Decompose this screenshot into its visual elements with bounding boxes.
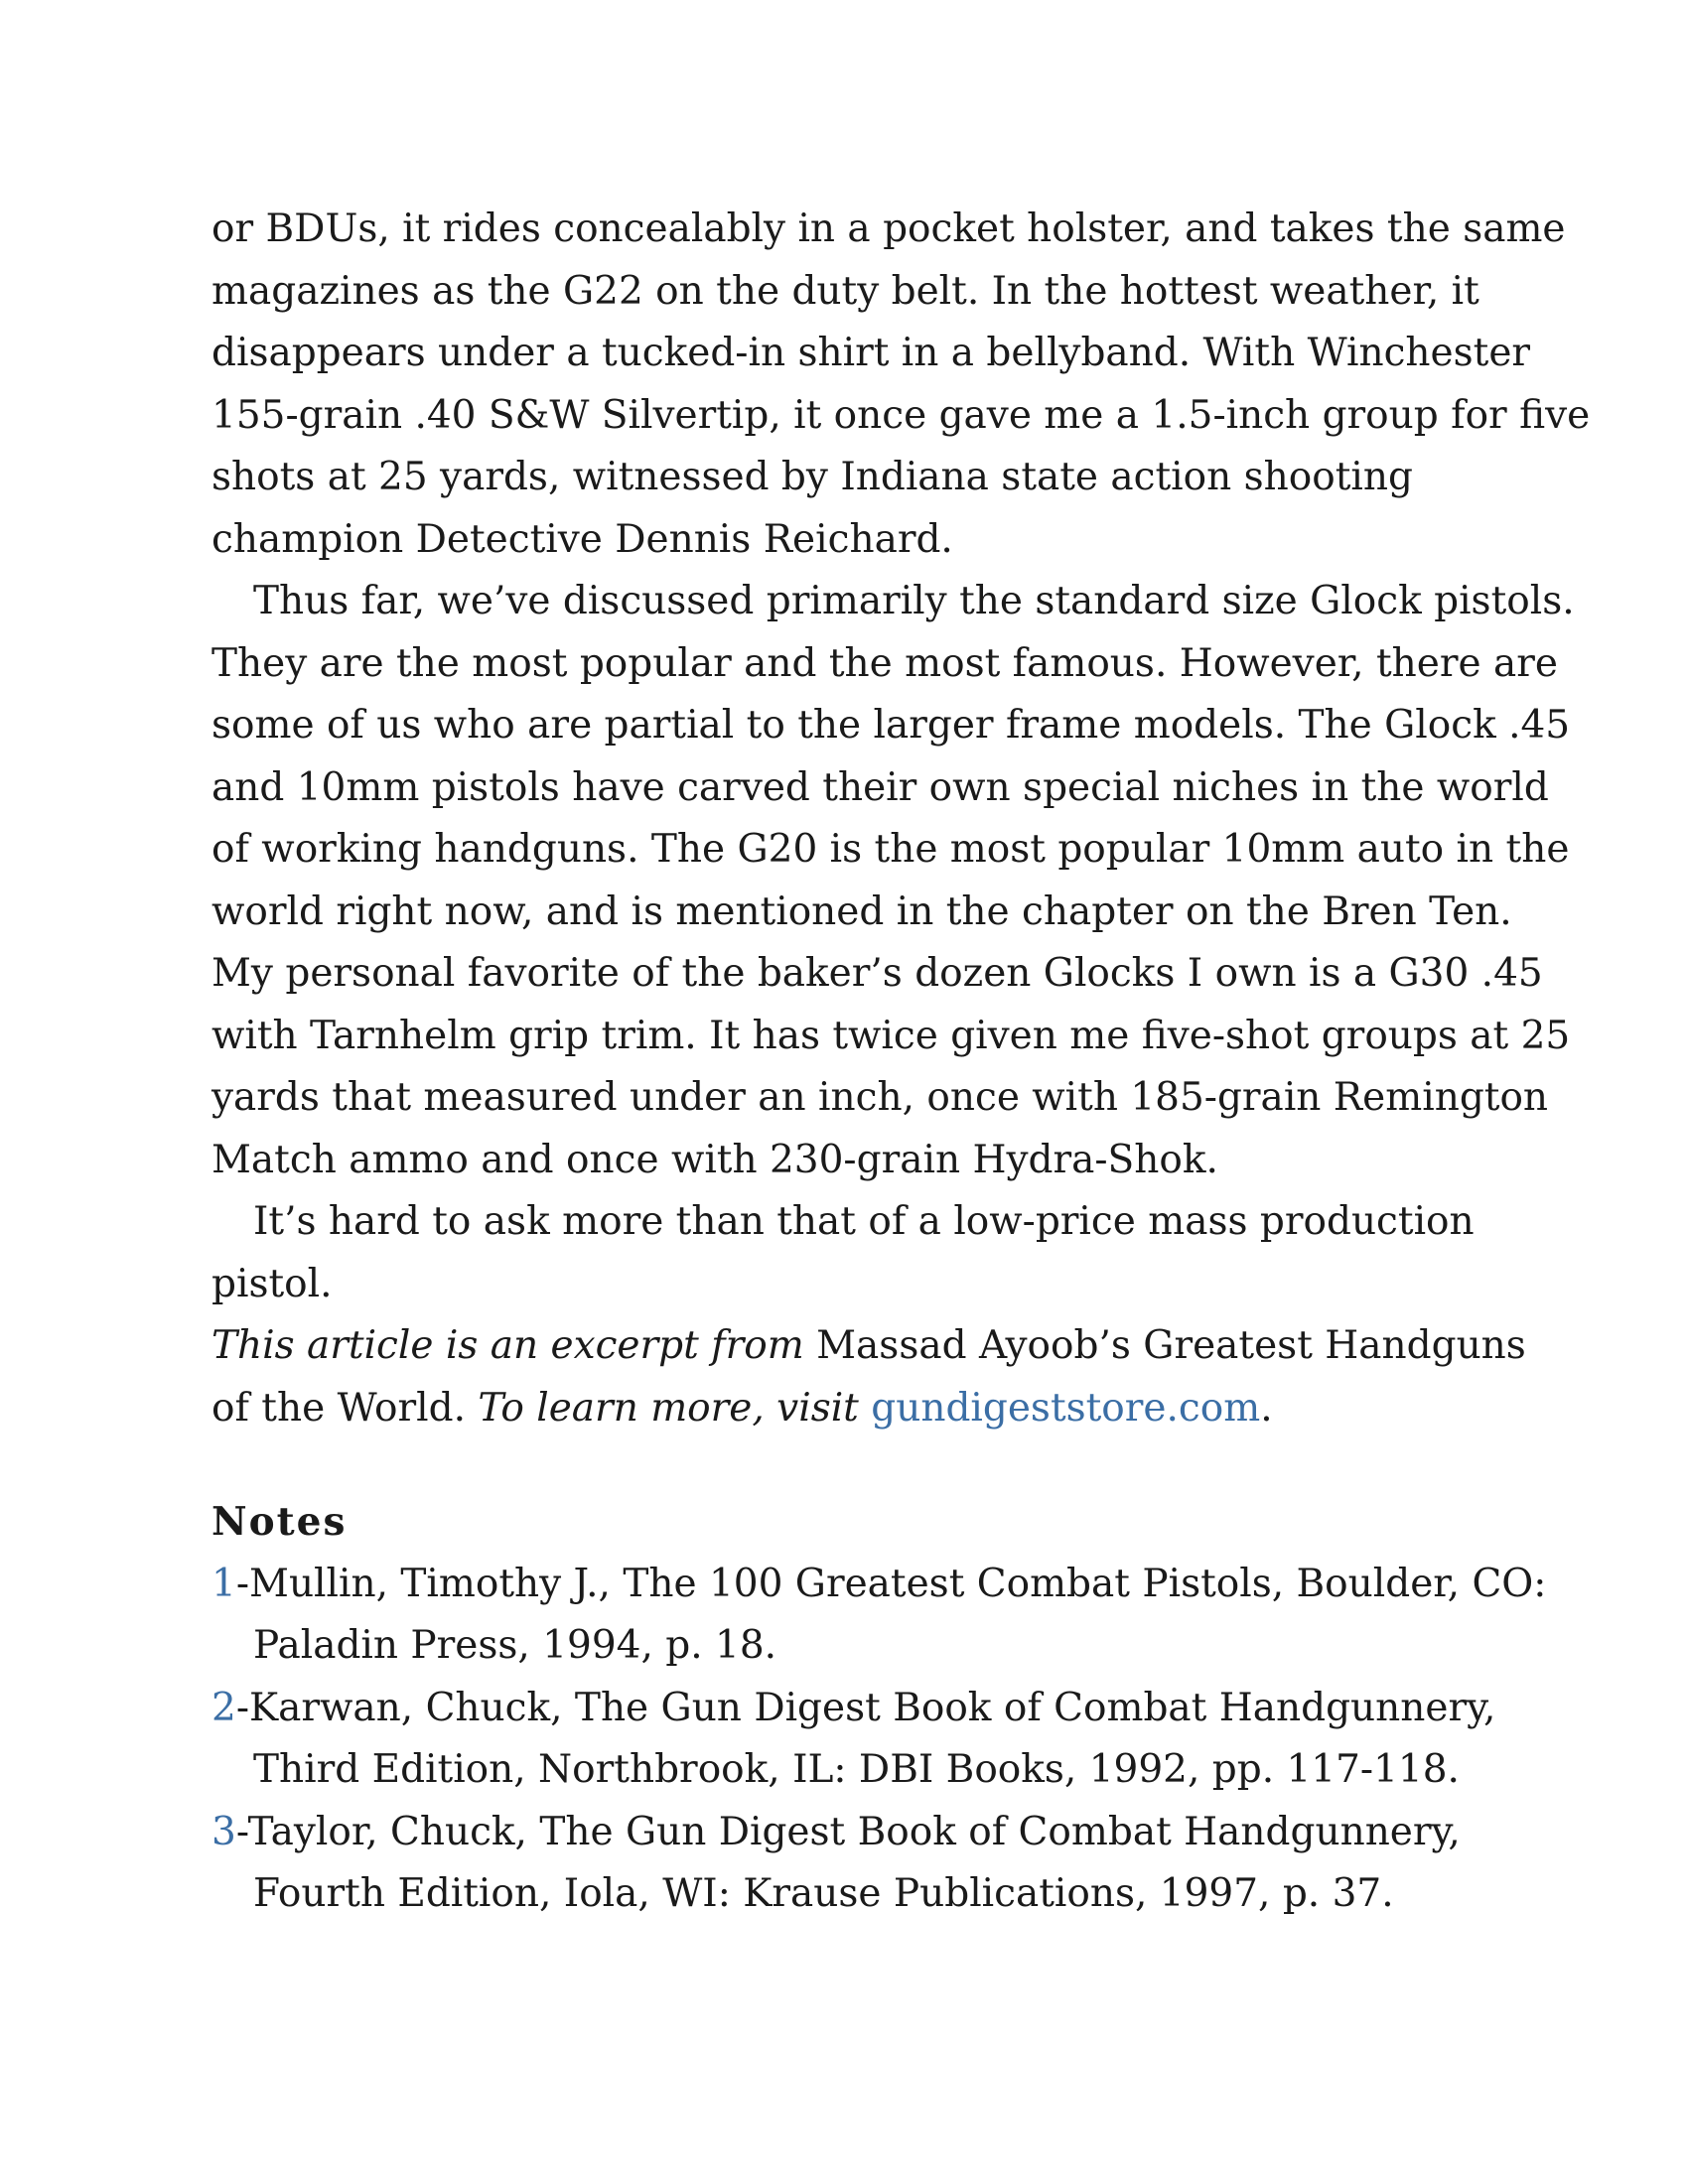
note-item-1: [211, 1554, 1547, 1678]
paragraph-line: pistol.: [211, 1261, 333, 1306]
paragraph-line: shots at 25 yards, witnessed by Indiana state action shooting: [211, 455, 1413, 499]
paragraph-line: world right now, and is mentioned in the chapter on the Bren Ten.: [211, 888, 1512, 934]
paragraph-3: [211, 1191, 1502, 1315]
note-item-3: [211, 1802, 1502, 1926]
credit-line-1: [211, 1315, 1526, 1378]
paragraph-1: [211, 199, 1591, 571]
note-line: [211, 1554, 1547, 1616]
credit-italic-visit: To learn more, visit: [465, 1385, 872, 1431]
note-line-continued: Third Edition, Northbrook, IL: DBI Books, 1992, pp. 117-118.: [253, 1747, 1460, 1792]
note-text: -Karwan, Chuck, The Gun Digest Book of Combat Handgunnery,: [235, 1685, 1496, 1730]
note-number-link[interactable]: 1: [211, 1561, 236, 1606]
paragraph-line: some of us who are partial to the larger frame models. The Glock .45: [211, 703, 1571, 748]
credit-period: .: [1260, 1385, 1273, 1431]
paragraph-line: and 10mm pistols have carved their own special niches in the world: [211, 764, 1549, 810]
paragraph-2: [211, 571, 1575, 1191]
credit-book-title-end: of the World.: [211, 1385, 466, 1431]
paragraph-line: Thus far, we’ve discussed primarily the standard size Glock pistols.: [253, 579, 1575, 623]
paragraph-line: Match ammo and once with 230-grain Hydra-Shok.: [211, 1137, 1218, 1182]
note-line-continued: Fourth Edition, Iola, WI: Krause Publications, 1997, p. 37.: [253, 1871, 1394, 1916]
article-page: [211, 199, 1591, 1926]
paragraph-line: yards that measured under an inch, once with 185-grain Remington: [211, 1075, 1549, 1120]
note-line: [211, 1678, 1502, 1740]
paragraph-line: It’s hard to ask more than that of a low-price mass production: [253, 1199, 1475, 1244]
paragraph-line: magazines as the G22 on the duty belt. In the hottest weather, it: [211, 268, 1479, 314]
credit-line-2: [211, 1378, 1502, 1440]
note-line-continued: Paladin Press, 1994, p. 18.: [253, 1623, 777, 1668]
paragraph-line: or BDUs, it rides concealably in a pocket holster, and takes the same: [211, 206, 1566, 251]
paragraph-line: champion Detective Dennis Reichard.: [211, 516, 953, 562]
note-number-link[interactable]: 2: [211, 1685, 236, 1730]
paragraph-line: with Tarnhelm grip trim. It has twice given me five-shot groups at 25: [211, 1013, 1571, 1058]
paragraph-line: of working handguns. The G20 is the most popular 10mm auto in the: [211, 827, 1570, 872]
store-link[interactable]: gundigeststore.com: [871, 1385, 1261, 1431]
paragraph-line: They are the most popular and the most famous. However, there are: [211, 640, 1558, 686]
notes-heading: Notes: [211, 1499, 348, 1545]
note-text: -Taylor, Chuck, The Gun Digest Book of Combat Handgunnery,: [235, 1809, 1461, 1854]
note-number-link[interactable]: 3: [211, 1809, 236, 1854]
paragraph-line: 155-grain .40 S&W Silvertip, it once gave me a 1.5-inch group for five: [211, 392, 1591, 438]
paragraph-line: My personal favorite of the baker’s dozen Glocks I own is a G30 .45: [211, 951, 1543, 996]
paragraph-line: disappears under a tucked-in shirt in a bellyband. With Winchester: [211, 331, 1531, 375]
note-item-2: [211, 1678, 1502, 1802]
note-text: -Mullin, Timothy J., The 100 Greatest Combat Pistols, Boulder, CO:: [235, 1561, 1547, 1606]
excerpt-credit: [211, 1315, 1526, 1439]
credit-italic-intro: This article is an excerpt from: [211, 1323, 804, 1368]
note-line: [211, 1802, 1502, 1864]
credit-book-title: Massad Ayoob’s Greatest Handguns: [803, 1323, 1526, 1368]
